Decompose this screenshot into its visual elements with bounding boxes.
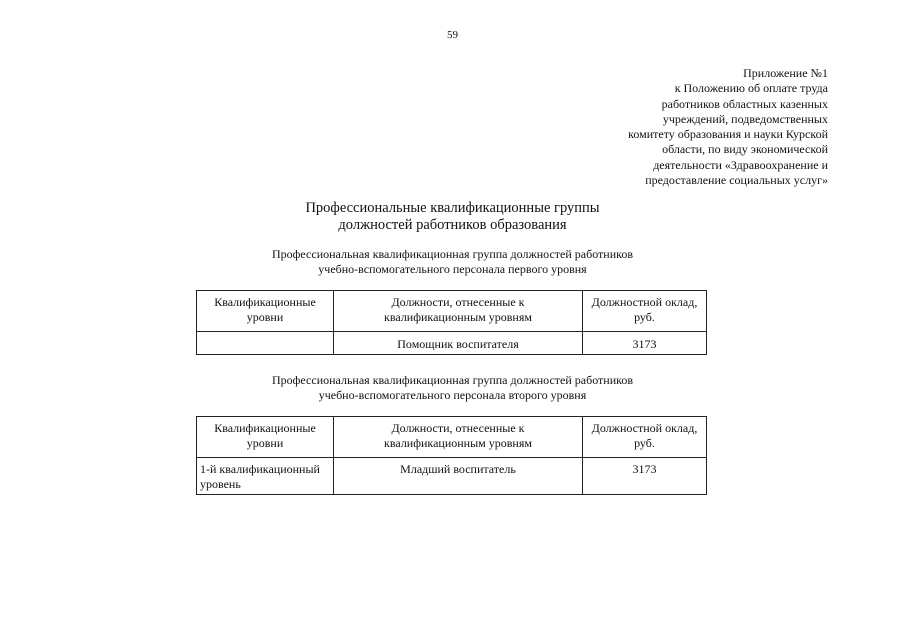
cell-position: Помощник воспитателя — [334, 332, 583, 355]
header-positions — [334, 291, 583, 332]
group-1-table — [196, 290, 707, 355]
header-text: руб. — [634, 435, 655, 450]
header-text: Должности, отнесенные к — [391, 421, 525, 435]
main-title-line: должностей работников образования — [338, 217, 567, 233]
header-salary — [583, 417, 707, 458]
header-text: уровни — [246, 435, 284, 450]
header-text: Квалификационные — [214, 421, 316, 435]
header-text: руб. — [634, 309, 655, 324]
cell-salary: 3173 — [583, 332, 707, 355]
group-2-title — [0, 373, 905, 402]
header-text: Квалификационные — [214, 295, 316, 309]
header-levels — [197, 417, 334, 458]
group-1-title — [0, 247, 905, 276]
header-text: Должностной оклад, — [591, 295, 698, 309]
appendix-line: деятельности «Здравоохранение и — [653, 157, 828, 172]
appendix-line: комитету образования и науки Курской — [628, 127, 828, 142]
appendix-line: области, по виду экономической — [662, 142, 828, 157]
header-levels — [197, 291, 334, 332]
main-title-line: Профессиональные квалификационные группы — [305, 200, 600, 216]
table-row — [197, 458, 707, 495]
appendix-note — [568, 66, 828, 188]
header-text: Должности, отнесенные к — [391, 295, 525, 309]
table-header-row — [197, 417, 707, 458]
appendix-line: Приложение №1 — [743, 66, 828, 80]
group-title-line: учебно-вспомогательного персонала первого уровня — [318, 261, 587, 276]
header-text: квалификационным уровням — [384, 435, 532, 450]
header-salary — [583, 291, 707, 332]
group-title-line: Профессиональная квалификационная группа должностей работников — [271, 373, 634, 387]
cell-level — [197, 332, 334, 355]
header-text: уровни — [246, 309, 284, 324]
header-text: квалификационным уровням — [384, 309, 532, 324]
header-text: Должностной оклад, — [591, 421, 698, 435]
cell-level: 1-й квалификационный уровень — [197, 458, 334, 495]
page-number: 59 — [447, 29, 458, 41]
appendix-line: учреждений, подведомственных — [662, 111, 828, 126]
table-row — [197, 332, 707, 355]
main-title — [0, 200, 905, 234]
table-header-row — [197, 291, 707, 332]
cell-position: Младший воспитатель — [334, 458, 583, 495]
header-positions — [334, 417, 583, 458]
appendix-line: предоставление социальных услуг» — [645, 173, 828, 188]
group-title-line: Профессиональная квалификационная группа должностей работников — [271, 247, 634, 261]
appendix-line: работников областных казенных — [661, 96, 828, 111]
group-2-table — [196, 416, 707, 495]
appendix-line: к Положению об оплате труда — [674, 81, 828, 96]
cell-salary: 3173 — [583, 458, 707, 495]
group-title-line: учебно-вспомогательного персонала второго уровня — [318, 387, 587, 402]
